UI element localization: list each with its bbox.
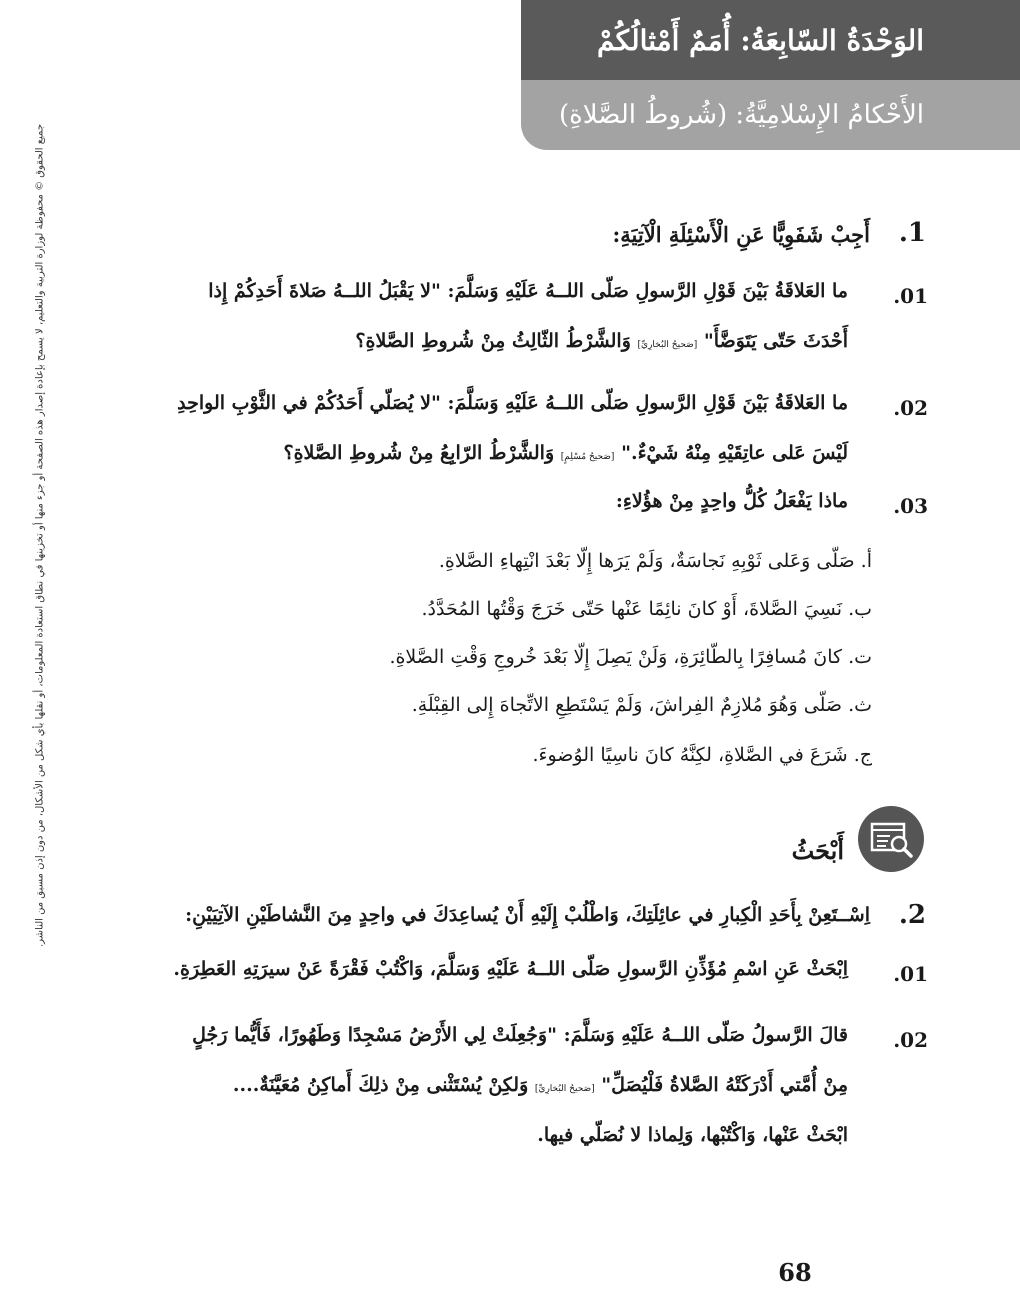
q1-item-1-line2 — [355, 330, 848, 352]
q2-item-2-quote: مِنْ أُمَّتي أَدْرَكَتْهُ الصَّلاةُ فَلْيُصَلِّ" — [601, 1074, 848, 1096]
unit-title: الوَحْدَةُ السّابِعَةُ: أُمَمٌ أَمْثالُكُمْ — [597, 24, 924, 57]
q2-item-2-note: وَلكِنْ يُسْتَثْنى مِنْ ذلِكَ أَماكِنُ مُعَيَّنَةٌ.... — [232, 1074, 529, 1096]
q1-item-2-question: وَالشَّرْطُ الرّابِعُ مِنْ شُروطِ الصَّلاةِ؟ — [283, 442, 555, 464]
q1-subitem-b: ب. نَسِيَ الصَّلاةَ، أَوْ كانَ نائِمًا عَنْها حَتّى خَرَجَ وَقْتُها المُحَدَّدُ. — [421, 598, 872, 620]
q1-item-1-reference: [صَحيحُ البُخارِيِّ] — [637, 340, 698, 350]
q1-item-2-line1: ما العَلاقَةُ بَيْنَ قَوْلِ الرَّسولِ صَلّى اللــهُ عَلَيْهِ وَسَلَّمَ: "لا يُصَلّي أَحَدُكُمْ في الثَّوْبِ الواحِدِ — [177, 392, 848, 414]
q1-item-1-number: .01 — [893, 284, 928, 308]
q2-item-2-line1: قالَ الرَّسولُ صَلّى اللــهُ عَلَيْهِ وَسَلَّمَ: "وَجُعِلَتْ لِي الأَرْضُ مَسْجِدًا وَطَهُورًا، فَأَيُّما رَجُلٍ — [192, 1024, 848, 1046]
q1-subitem-c: ت. كانَ مُسافِرًا بِالطّائِرَةِ، وَلَنْ يَصِلَ إِلّا بَعْدَ خُروجِ وَقْتِ الصَّلاةِ. — [389, 646, 872, 668]
q2-item-2-line3: ابْحَثْ عَنْها، وَاكْتُبْها، وَلِماذا لا نُصَلّي فيها. — [537, 1124, 848, 1146]
question-2-number: .2 — [898, 900, 926, 930]
q1-item-3-line1: ماذا يَفْعَلُ كُلُّ واحِدٍ مِنْ هؤُلاءِ: — [615, 490, 848, 512]
q1-item-1-line1: ما العَلاقَةُ بَيْنَ قَوْلِ الرَّسولِ صَلّى اللــهُ عَلَيْهِ وَسَلَّمَ: "لا يَقْبَلُ اللــهُ صَلاةَ أَحَدِكُمْ إِذا — [208, 280, 848, 302]
research-heading: أَبْحَثُ — [791, 836, 844, 865]
q2-item-2-line2 — [233, 1074, 848, 1096]
lesson-title: الأَحْكامُ الإِسْلامِيَّةُ: (شُروطُ الصَّلاةِ) — [559, 100, 924, 130]
q1-item-2-reference: [صَحيحُ مُسْلِمٍ] — [560, 452, 615, 462]
question-1-number: .1 — [898, 218, 926, 248]
q2-item-1-line1: اِبْحَثْ عَنِ اسْمِ مُؤَذِّنِ الرَّسولِ صَلّى اللــهُ عَلَيْهِ وَسَلَّمَ، وَاكْتُبْ فَقْرَةً عَنْ سيرَتِهِ العَطِرَةِ. — [173, 958, 848, 980]
q1-item-1-question: وَالشَّرْطُ الثّالِثُ مِنْ شُروطِ الصَّلاةِ؟ — [355, 330, 631, 352]
research-badge — [858, 806, 924, 872]
q2-item-1-number: .01 — [893, 962, 928, 986]
page-number: 68 — [778, 1258, 812, 1287]
q1-subitem-a: أ. صَلّى وَعَلى ثَوْبِهِ نَجاسَةٌ، وَلَمْ يَرَها إِلّا بَعْدَ انْتِهاءِ الصَّلاةِ. — [438, 550, 872, 572]
q1-item-1-quote: أَحْدَثَ حَتّى يَتَوَضَّأَ" — [703, 330, 848, 352]
lesson-title-bar — [521, 80, 1020, 150]
question-1-text: أَجِبْ شَفَوِيًّا عَنِ الْأَسْئِلَةِ الْآتِيَةِ: — [612, 222, 870, 247]
q2-item-2-number: .02 — [893, 1028, 928, 1052]
search-document-icon — [858, 806, 924, 872]
q1-item-2-line2 — [283, 442, 848, 464]
q1-item-2-quote: لَيْسَ عَلى عاتِقَيْهِ مِنْهُ شَيْءٌ." — [621, 442, 848, 464]
q1-item-3-number: .03 — [893, 494, 928, 518]
q1-subitem-d: ث. صَلّى وَهُوَ مُلازِمٌ الفِراشَ، وَلَمْ يَسْتَطِعِ الاتِّجاهَ إِلى القِبْلَةِ. — [411, 694, 872, 716]
q1-subitem-e: ج. شَرَعَ في الصَّلاةِ، لكِنَّهُ كانَ ناسِيًا الوُضوءَ. — [532, 744, 872, 766]
q2-item-2-reference: [صَحيحُ البُخارِيِّ] — [534, 1084, 595, 1094]
copyright-note: جميع الحقوق © محفوظة لوزارة التربية والتعليم، لا يسمح بإعادة إصدار هذه الصفحة أو جزء منها أو تخزينها في نطاق استعادة المعلومات، أو نقلها بأي شكل من الأشكال، من دون إذن مسبق من الناشر. — [34, 124, 46, 948]
question-2-text: اِسْــتَعِنْ بِأَحَدِ الْكِبارِ في عائِلَتِكَ، وَاطْلُبْ إِلَيْهِ أَنْ يُساعِدَكَ في واحِدٍ مِنَ النَّشاطَيْنِ الآتِيَيْنِ: — [185, 904, 870, 926]
q1-item-2-number: .02 — [893, 396, 928, 420]
unit-title-bar — [521, 0, 1020, 80]
